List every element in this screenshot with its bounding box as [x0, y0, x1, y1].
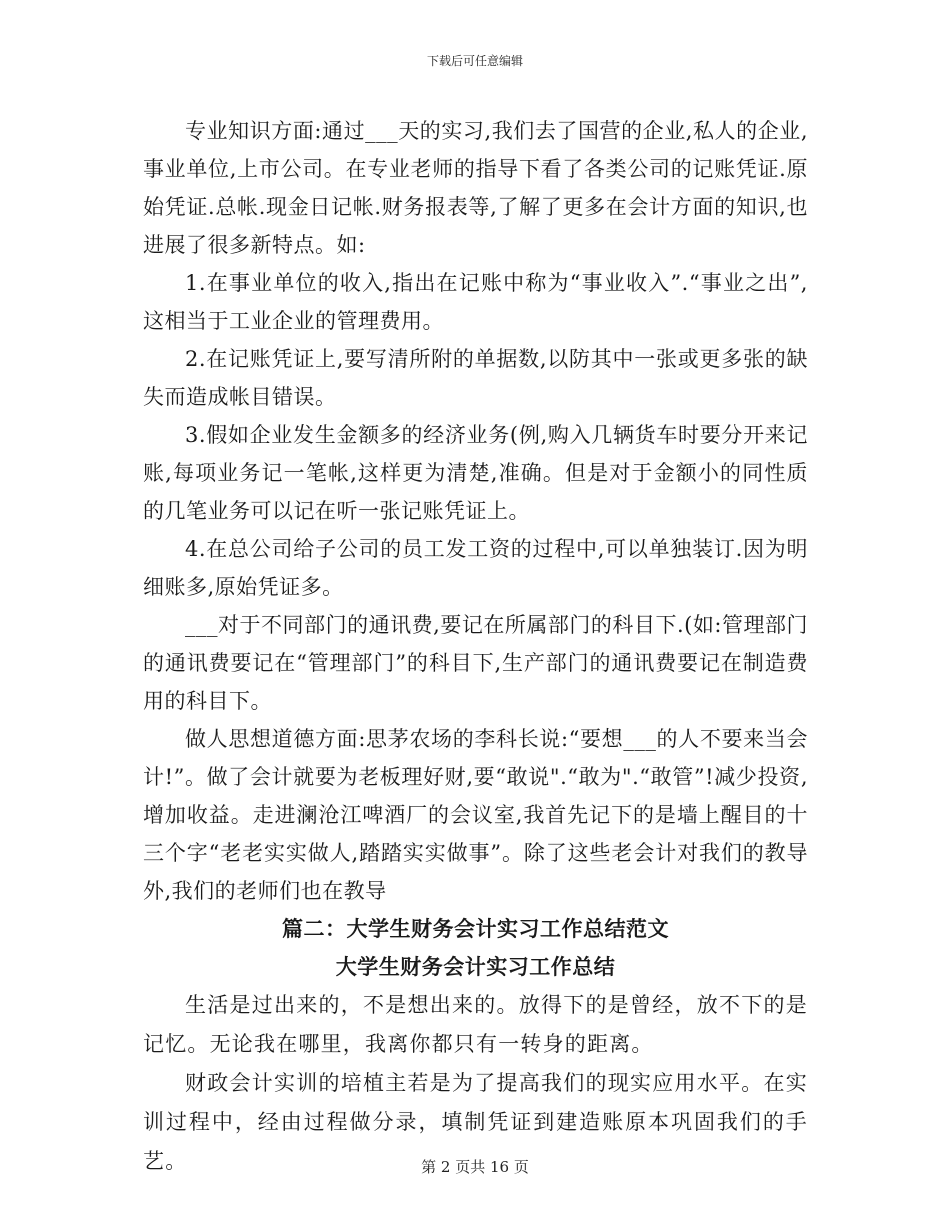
paragraph-professional-knowledge: 专业知识方面:通过___天的实习,我们去了国营的企业,私人的企业,事业单位,上市公司。在专业老师的指导下看了各类公司的记账凭证.原始凭证.总帐.现金日记帐.财务报表等,了解了更多在会计方面的知识,也进展了很多新特点。如: — [143, 119, 808, 257]
paragraph-communication-fees: ___对于不同部门的通讯费,要记在所属部门的科目下.(如:管理部门的通讯费要记在“管理部门”的科目下,生产部门的通讯费要记在制造费用的科目下。 — [143, 613, 808, 713]
paragraph-moral-ethics: 做人思想道德方面:思茅农场的李科长说:“要想___的人不要来当会计!”。做了会计就要为老板理好财,要“敢说".“敢为".“敢管”!减少投资,增加收益。走进澜沧江啤酒厂的会议室,我首先记下的是墙上醒目的十三个字“老老实实做人,踏踏实实做事”。除了这些老会计对我们的教导外,我们的老师们也在教导 — [143, 727, 808, 903]
section-title: 篇二：大学生财务会计实习工作总结范文 — [282, 917, 669, 941]
paragraph-life: 生活是过出来的，不是想出来的。放得下的是曾经，放不下的是记忆。无论我在哪里，我离你都只有一转身的距离。 — [143, 993, 808, 1056]
article-title: 大学生财务会计实习工作总结 — [335, 955, 616, 979]
paragraph-item-4: 4.在总公司给子公司的员工发工资的过程中,可以单独装订.因为明细账多,原始凭证多。 — [143, 537, 808, 599]
page-header: 下载后可任意编辑 — [426, 54, 523, 68]
paragraph-item-2: 2.在记账凭证上,要写清所附的单据数,以防其中一张或更多张的缺失而造成帐目错误。 — [143, 347, 808, 409]
page-number: 第 2 页共 16 页 — [421, 1158, 529, 1176]
paragraph-item-1: 1.在事业单位的收入,指出在记账中称为“事业收入”.“事业之出”,这相当于工业企业的管理费用。 — [143, 271, 808, 333]
paragraph-training: 财政会计实训的培植主若是为了提高我们的现实应用水平。在实训过程中，经由过程做分录，填制凭证到建造账原本巩固我们的手艺。 — [143, 1071, 808, 1173]
document-body — [143, 112, 808, 1181]
paragraph-item-3: 3.假如企业发生金额多的经济业务(例,购入几辆货车时要分开来记账,每项业务记一笔帐,这样更为清楚,准确。但是对于金额小的同性质的几笔业务可以记在听一张记账凭证上。 — [143, 423, 808, 523]
